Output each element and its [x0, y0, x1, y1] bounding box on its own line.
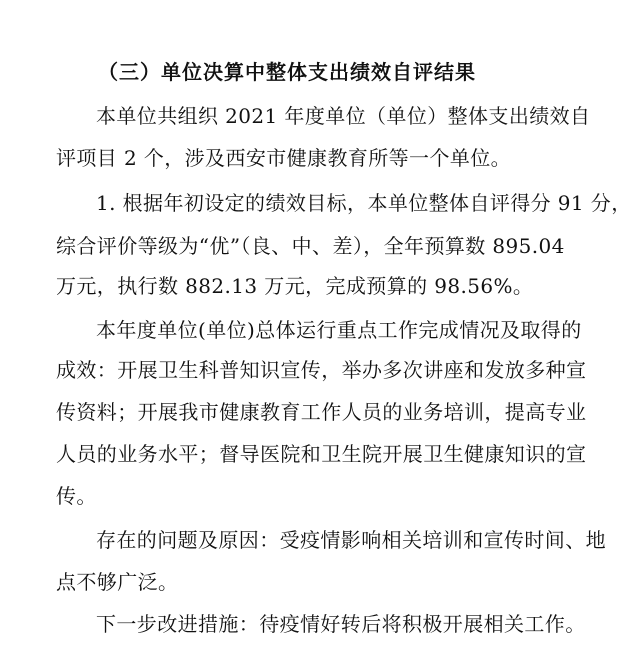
paragraph-line: 存在的问题及原因：受疫情影响相关培训和宣传时间、地: [96, 528, 606, 552]
paragraph-line: 成效：开展卫生科普知识宣传，举办多次讲座和发放多种宣: [56, 358, 587, 382]
paragraph-line: 1. 根据年初设定的绩效目标，本单位整体自评得分 91 分，: [96, 191, 632, 215]
paragraph-line: 下一步改进措施：待疫情好转后将积极开展相关工作。: [96, 612, 586, 636]
paragraph-line: 传。: [56, 484, 97, 508]
paragraph-line: 本年度单位(单位)总体运行重点工作完成情况及取得的: [96, 318, 582, 342]
paragraph-line: 评项目 2 个，涉及西安市健康教育所等一个单位。: [56, 146, 512, 170]
paragraph-line: 人员的业务水平；督导医院和卫生院开展卫生健康知识的宣: [56, 442, 587, 466]
paragraph-line: 本单位共组织 2021 年度单位（单位）整体支出绩效自: [96, 104, 591, 128]
paragraph-line: 万元，执行数 882.13 万元，完成预算的 98.56%。: [56, 274, 534, 298]
section-heading: （三）单位决算中整体支出绩效自评结果: [98, 60, 476, 84]
paragraph-line: 点不够广泛。: [56, 570, 179, 594]
paragraph-line: 综合评价等级为“优”（良、中、差），全年预算数 895.04: [56, 234, 565, 258]
paragraph-line: 传资料；开展我市健康教育工作人员的业务培训，提高专业: [56, 400, 587, 424]
